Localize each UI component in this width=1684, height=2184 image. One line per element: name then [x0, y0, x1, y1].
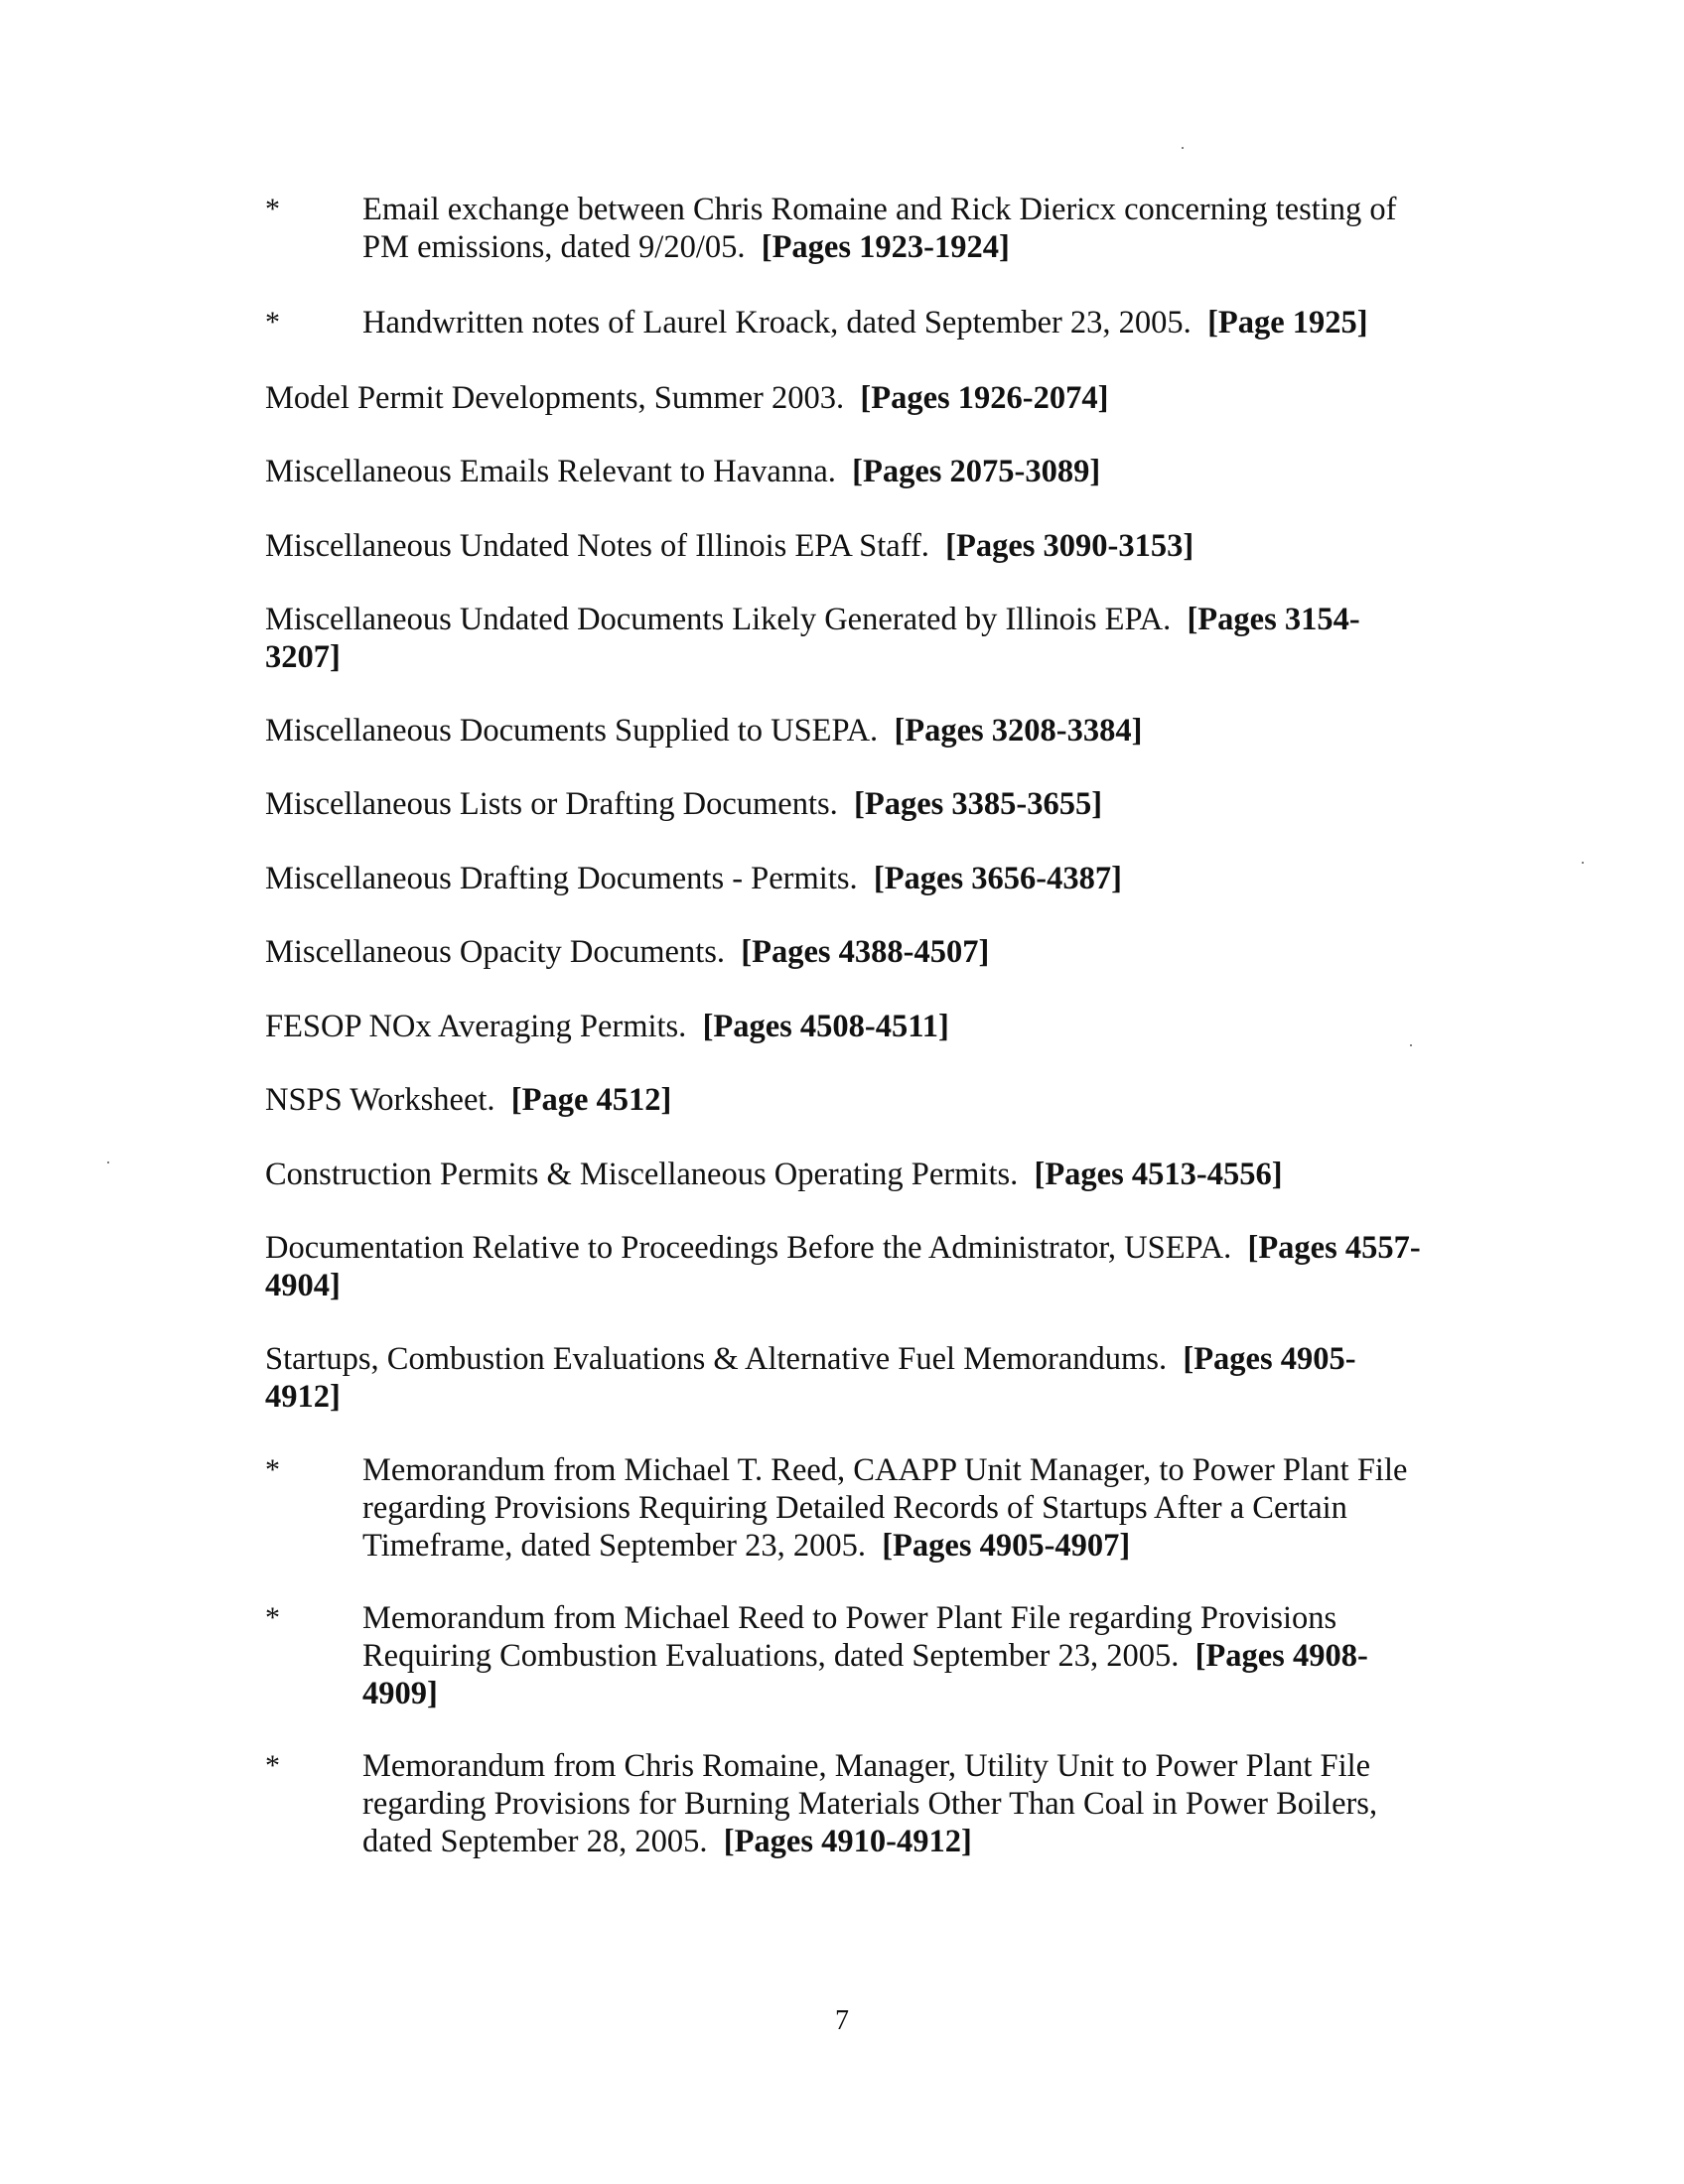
- page-range: [Pages 4388-4507]: [741, 934, 990, 970]
- index-entry: [265, 1229, 1457, 1304]
- entry-description: Miscellaneous Undated Documents Likely Generated by Illinois EPA.: [265, 602, 1172, 637]
- index-entry: [265, 1008, 1437, 1045]
- index-entry: [265, 785, 1437, 823]
- index-entry: [265, 1081, 1437, 1119]
- entry-description: Construction Permits & Miscellaneous Operating Permits.: [265, 1157, 1019, 1192]
- bullet-text: [362, 1599, 1437, 1712]
- bullet-description: Email exchange between Chris Romaine and Rick Diericx concerning testing of PM emissions, dated 9/20/05.: [362, 192, 1397, 265]
- index-entry: [265, 601, 1397, 676]
- page-range: [Pages 1923-1924]: [761, 229, 1010, 265]
- scan-speck: [107, 1161, 109, 1163]
- bullet-item: [265, 1747, 1437, 1860]
- page-range: [Pages 4905-4907]: [882, 1528, 1131, 1564]
- bullet-marker: *: [265, 1749, 280, 1782]
- page-range: [Pages 4905-4912]: [265, 1341, 1356, 1415]
- entry-description: Miscellaneous Opacity Documents.: [265, 934, 726, 970]
- entry-description: Model Permit Developments, Summer 2003.: [265, 380, 845, 416]
- page-range: [Pages 4513-4556]: [1034, 1157, 1283, 1192]
- page-range: [Pages 4908-4909]: [362, 1638, 1368, 1711]
- index-entry: [265, 933, 1437, 971]
- entry-description: FESOP NOx Averaging Permits.: [265, 1009, 687, 1044]
- page-range: [Pages 2075-3089]: [852, 454, 1101, 489]
- entry-description: NSPS Worksheet.: [265, 1082, 495, 1118]
- page-range: [Pages 4557-4904]: [265, 1230, 1421, 1303]
- bullet-description: Memorandum from Michael Reed to Power Plant File regarding Provisions Requiring Combustion Evaluations, dated September 23, 2005.: [362, 1600, 1337, 1674]
- entry-description: Miscellaneous Emails Relevant to Havanna.: [265, 454, 836, 489]
- index-entry: [265, 527, 1437, 565]
- entry-description: Miscellaneous Drafting Documents - Permits.: [265, 861, 858, 896]
- bullet-marker: *: [265, 1601, 280, 1634]
- bullet-text: [362, 1451, 1437, 1565]
- page-range: [Pages 3385-3655]: [854, 786, 1103, 822]
- bullet-item: [265, 191, 1437, 266]
- scan-speck: [1182, 147, 1184, 149]
- page-range: [Pages 3208-3384]: [894, 713, 1143, 749]
- page-range: [Pages 4910-4912]: [723, 1824, 972, 1859]
- bullet-item: [265, 1451, 1437, 1565]
- page-range: [Pages 4508-4511]: [702, 1009, 949, 1044]
- index-entry: [265, 1156, 1437, 1193]
- index-entry: [265, 860, 1437, 897]
- bullet-item: [265, 304, 1437, 341]
- index-entry: [265, 712, 1437, 750]
- page-range: [Pages 3656-4387]: [873, 861, 1122, 896]
- bullet-marker: *: [265, 1453, 280, 1486]
- bullet-text: [362, 191, 1437, 266]
- bullet-description: Handwritten notes of Laurel Kroack, dated September 23, 2005.: [362, 305, 1192, 341]
- bullet-text: [362, 1747, 1437, 1860]
- bullet-marker: *: [265, 193, 280, 225]
- entry-description: Miscellaneous Lists or Drafting Documents.: [265, 786, 838, 822]
- index-entry: [265, 453, 1437, 490]
- scan-speck: [1582, 862, 1584, 864]
- bullet-item: [265, 1599, 1437, 1712]
- entry-description: Miscellaneous Undated Notes of Illinois EPA Staff.: [265, 528, 929, 564]
- bullet-description: Memorandum from Chris Romaine, Manager, Utility Unit to Power Plant File regarding Provisions for Burning Materials Other Than Coal in Power Boilers, dated September 28, 2005.: [362, 1748, 1378, 1859]
- index-entry: [265, 379, 1437, 417]
- entry-description: Documentation Relative to Proceedings Before the Administrator, USEPA.: [265, 1230, 1232, 1266]
- bullet-text: [362, 304, 1437, 341]
- page-range: [Page 4512]: [510, 1082, 672, 1118]
- entry-description: Startups, Combustion Evaluations & Alternative Fuel Memorandums.: [265, 1341, 1168, 1377]
- page-number: 7: [835, 2005, 849, 2036]
- bullet-description: Memorandum from Michael T. Reed, CAAPP Unit Manager, to Power Plant File regarding Provisions Requiring Detailed Records of Startups After a Certain Timeframe, dated September 23, 2005.: [362, 1452, 1408, 1564]
- page-range: [Page 1925]: [1207, 305, 1368, 341]
- index-entry: [265, 1340, 1407, 1416]
- page-range: [Pages 3154-3207]: [265, 602, 1360, 675]
- bullet-marker: *: [265, 306, 280, 339]
- page-range: [Pages 1926-2074]: [860, 380, 1109, 416]
- entry-description: Miscellaneous Documents Supplied to USEPA.: [265, 713, 879, 749]
- page-range: [Pages 3090-3153]: [945, 528, 1194, 564]
